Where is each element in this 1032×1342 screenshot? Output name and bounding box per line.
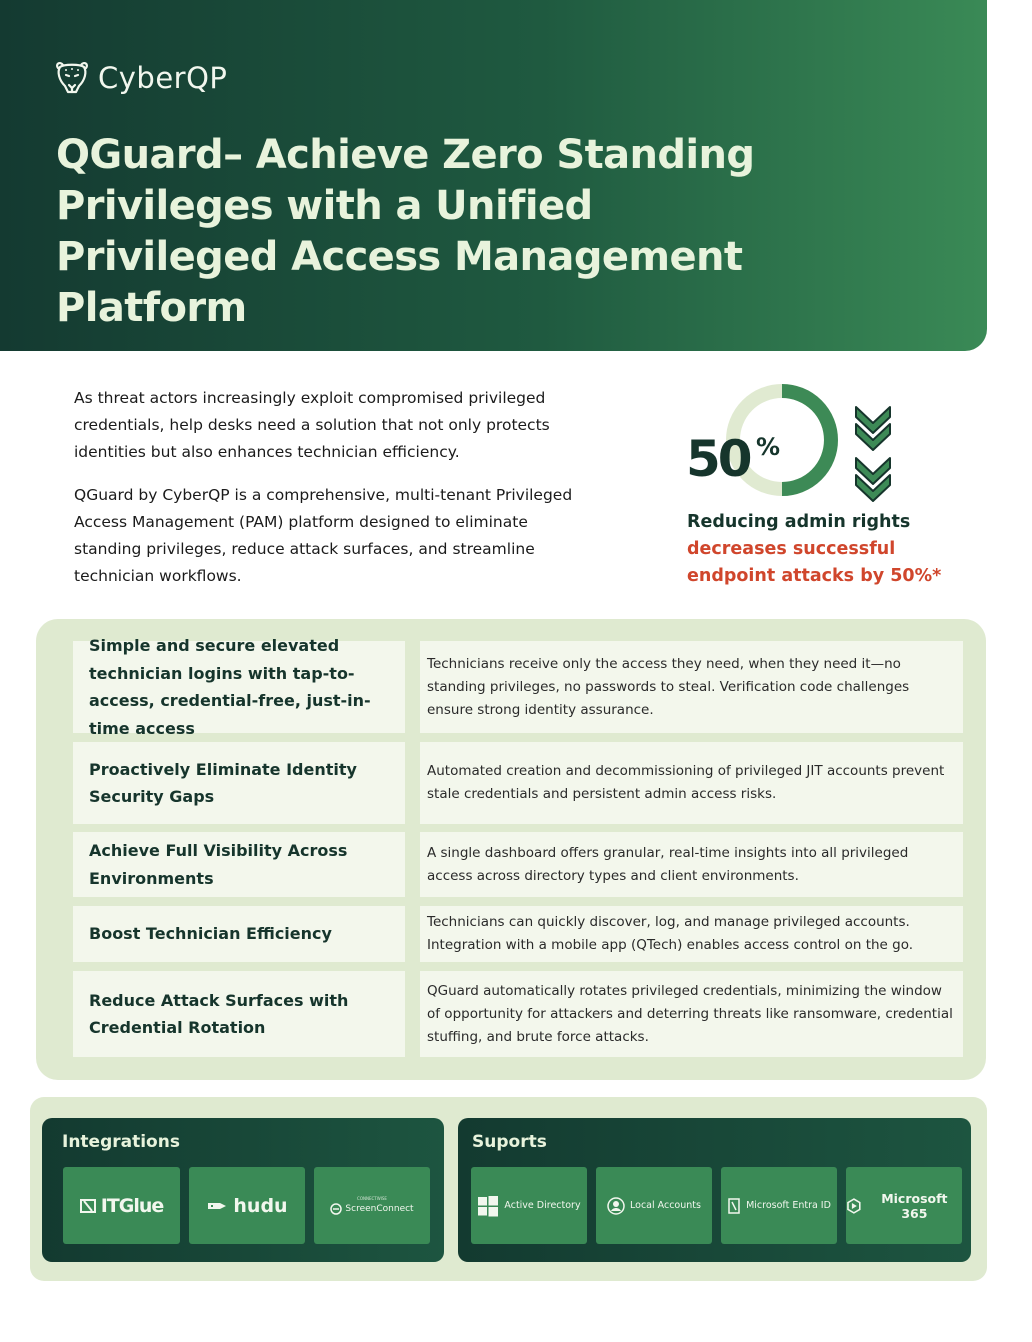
hero-banner	[0, 0, 987, 351]
integration-label: ScreenConnect	[345, 1204, 414, 1214]
features-panel	[36, 619, 986, 1080]
supports-title: Suports	[472, 1132, 547, 1152]
stat-graphic	[686, 380, 906, 510]
brand-name: CyberQP	[98, 61, 228, 95]
feature-row	[73, 636, 963, 738]
brand-logo	[52, 58, 227, 98]
integrations-panel	[42, 1118, 444, 1262]
microsoft-365-icon	[846, 1198, 862, 1214]
supports-panel	[458, 1118, 971, 1262]
integration-tile-screenconnect	[314, 1167, 430, 1244]
integrations-list	[63, 1167, 430, 1244]
support-tile-active-directory	[471, 1167, 587, 1244]
cheetah-head-icon	[52, 58, 92, 98]
feature-title: Reduce Attack Surfaces with Credential Rotation	[73, 971, 405, 1057]
integration-tile-hudu	[189, 1167, 305, 1244]
feature-title: Simple and secure elevated technician logins with tap-to-access, credential-free, just-in-time access	[73, 641, 405, 733]
user-icon	[607, 1197, 625, 1215]
stat-ring-progress	[782, 391, 831, 489]
itglue-logo-icon	[80, 1198, 96, 1214]
feature-description: A single dashboard offers granular, real-time insights into all privileged access across directory types and client environments.	[420, 832, 963, 897]
feature-description: Automated creation and decommissioning of privileged JIT accounts prevent stale credentials and persistent admin access risks.	[420, 742, 963, 824]
support-label: Microsoft 365	[881, 1190, 948, 1221]
windows-icon	[477, 1195, 499, 1217]
feature-description: QGuard automatically rotates privileged credentials, minimizing the window of opportunity for attackers and deterring threats like ransomware, credential stuffing, and brute force attacks.	[420, 971, 963, 1057]
intro-text	[74, 385, 574, 606]
stat-caption-line-1: Reducing admin rights	[687, 512, 911, 532]
supports-list	[471, 1167, 962, 1244]
intro-paragraph-1: As threat actors increasingly exploit compromised privileged credentials, help desks need a solution that not only protects identities but also enhances technician efficiency.	[74, 389, 550, 461]
intro-paragraph-2: QGuard by CyberQP is a comprehensive, multi-tenant Privileged Access Management (PAM) platform designed to eliminate standing privileges, reduce attack surfaces, and streamline technician workflows.	[74, 486, 573, 585]
entra-id-icon	[727, 1197, 741, 1215]
feature-description: Technicians can quickly discover, log, and manage privileged accounts. Integration with a mobile app (QTech) enables access control on the go.	[420, 906, 963, 962]
integrations-title: Integrations	[62, 1132, 180, 1152]
double-chevron-down-icon	[856, 407, 890, 501]
feature-title: Boost Technician Efficiency	[73, 906, 405, 962]
page-title: QGuard– Achieve Zero Standing Privileges with a Unified Privileged Access Management Platform	[56, 132, 755, 331]
feature-title: Proactively Eliminate Identity Security Gaps	[73, 742, 405, 824]
support-tile-entra-id	[721, 1167, 837, 1244]
support-tile-microsoft-365	[846, 1167, 962, 1244]
feature-title: Achieve Full Visibility Across Environments	[73, 832, 405, 897]
support-label: Microsoft Entra ID	[746, 1200, 831, 1211]
stat-caption	[687, 509, 941, 590]
feature-row	[73, 906, 963, 962]
stat-unit: %	[756, 433, 781, 461]
stat-caption-line-3: endpoint attacks by 50%*	[687, 566, 942, 586]
stat-caption-line-2: decreases successful	[687, 539, 896, 559]
support-tile-local-accounts	[596, 1167, 712, 1244]
support-label: Local Accounts	[630, 1200, 701, 1211]
integration-sublabel: CONNECTWISE	[357, 1196, 387, 1201]
integration-tile-itglue	[63, 1167, 180, 1244]
stat-number: 50	[686, 430, 750, 488]
screenconnect-logo-icon	[330, 1203, 342, 1215]
feature-row	[73, 971, 963, 1057]
integration-label: hudu	[233, 1194, 288, 1217]
feature-description: Technicians receive only the access they need, when they need it—no standing privileges, no passwords to steal. Verification code challenges ensure strong identity assurance.	[420, 641, 963, 733]
support-label: Active Directory	[504, 1200, 581, 1211]
integration-label: ITGlue	[100, 1194, 164, 1217]
hudu-logo-icon	[206, 1199, 228, 1213]
feature-row	[73, 832, 963, 897]
feature-row	[73, 742, 963, 824]
